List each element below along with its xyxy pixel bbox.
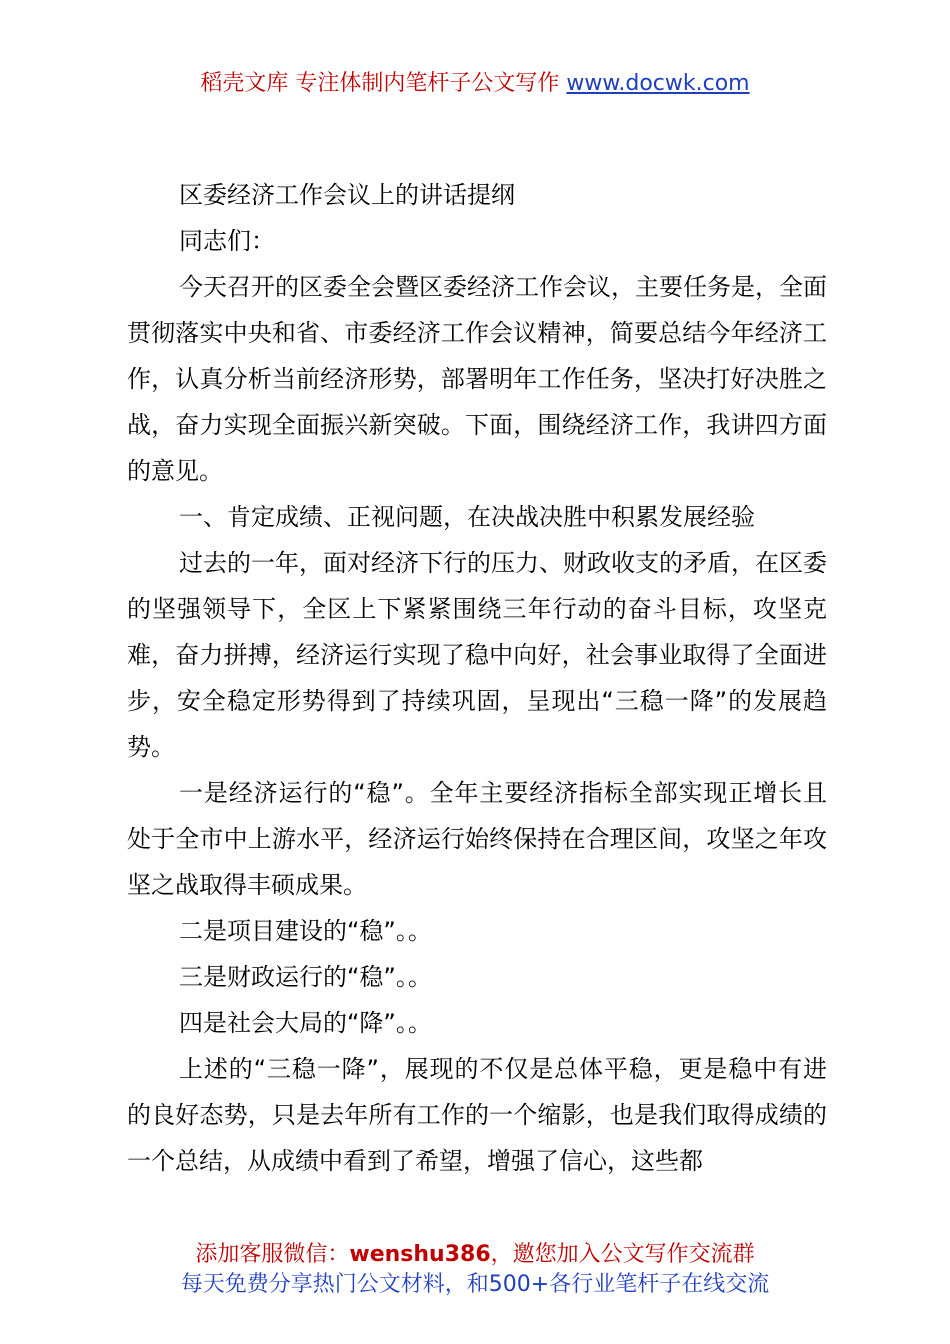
document-body [127, 172, 827, 1184]
footer-prefix: 添加客服微信： [195, 1242, 350, 1267]
site-link[interactable]: www.docwk.com [566, 71, 750, 96]
document-title: 区委经济工作会议上的讲话提纲 [179, 181, 515, 209]
section-heading: 一、肯定成绩、正视问题，在决战决胜中积累发展经验 [179, 503, 755, 531]
paragraph: 过去的一年，面对经济下行的压力、财政收支的矛盾，在区委的坚强领导下，全区上下紧紧围绕三年行动的奋斗目标，攻坚克难，奋力拼搏，经济运行实现了稳中向好，社会事业取得了全面进步，安全稳定形势得到了持续巩固，呈现出“三稳一降”的发展趋势。 [127, 549, 827, 761]
paragraph: 三是财政运行的“稳”。。 [179, 963, 432, 991]
paragraph: 四是社会大局的“降”。。 [179, 1009, 432, 1037]
footer-line-2: 每天免费分享热门公文材料，和500+各行业笔杆子在线交流 [180, 1272, 770, 1297]
paragraph: 上述的“三稳一降”，展现的不仅是总体平稳，更是稳中有进的良好态势，只是去年所有工作的一个缩影，也是我们取得成绩的一个总结，从成绩中看到了希望，增强了信心，这些都 [127, 1055, 827, 1175]
wechat-id: wenshu386 [349, 1242, 491, 1267]
paragraph: 二是项目建设的“稳”。。 [179, 917, 432, 945]
footer-line-1 [0, 1240, 950, 1270]
paragraph: 一是经济运行的“稳”。全年主要经济指标全部实现正增长且处于全市中上游水平，经济运行始终保持在合理区间，攻坚之年攻坚之战取得丰硕成果。 [127, 779, 827, 899]
footer-suffix: ，邀您加入公文写作交流群 [490, 1242, 755, 1267]
site-footer [0, 1240, 950, 1300]
greeting: 同志们： [179, 227, 275, 255]
brand-text: 稻壳文库 专注体制内笔杆子公文写作 [200, 71, 567, 96]
site-header [0, 68, 950, 100]
paragraph: 今天召开的区委全会暨区委经济工作会议，主要任务是，全面贯彻落实中央和省、市委经济工作会议精神，简要总结今年经济工作，认真分析当前经济形势，部署明年工作任务，坚决打好决胜之战，奋力实现全面振兴新突破。下面，围绕经济工作，我讲四方面的意见。 [127, 273, 827, 485]
